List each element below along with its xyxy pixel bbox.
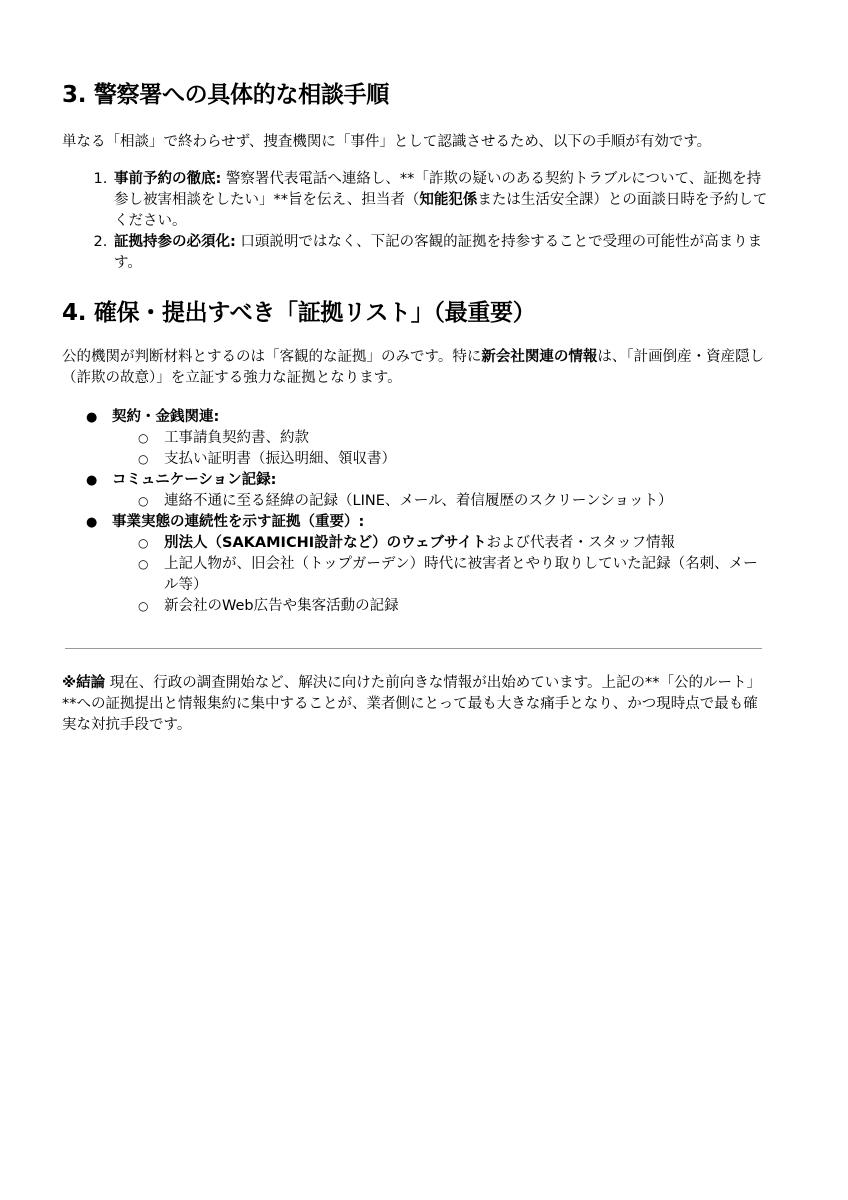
list-item [62,470,770,512]
section-3-heading: 3. 警察署への具体的な相談手順 [62,82,389,108]
item-text: 新会社のWeb広告や集客活動の記録 [164,598,399,615]
circle-bullet-icon: ○ [138,431,149,446]
item-text: 連絡不通に至る経緯の記録（LINE、メール、着信履歴のスクリーンショット） [164,493,673,510]
list-item [112,533,770,554]
document-page [62,70,770,736]
item-text: および代表者・スタッフ情報 [486,535,676,552]
circle-bullet-icon: ○ [138,494,149,509]
evidence-list [62,407,770,617]
section-3-intro: 単なる「相談」で終わらせず、捜査機関に「事件」として認識させるため、以下の手順が有効です。 [62,133,712,150]
intro-bold-text: 新会社関連の情報 [481,349,598,366]
step-title: 証拠持参の必須化: [114,233,236,250]
item-text: 上記人物が、旧会社（トップガーデン）時代に被害者とやり取りしていた記録（名刺、メール等） [164,556,758,594]
step-title: 事前予約の徹底: [114,170,222,187]
list-item [112,169,770,232]
sub-list [112,428,770,470]
bullet-icon: ● [86,410,98,426]
list-item [112,554,770,596]
horizontal-divider [65,648,762,649]
intro-text: は、「計画倒産・資産隠し（詐欺の故意）」を立証する強力な証拠となります。 [62,349,765,387]
circle-bullet-icon: ○ [138,557,149,572]
consultation-steps-list [62,169,770,274]
list-item [62,407,770,470]
circle-bullet-icon: ○ [138,536,149,551]
sub-list [112,491,770,512]
list-item [112,232,770,274]
circle-bullet-icon: ○ [138,452,149,467]
bullet-icon: ● [86,515,98,531]
conclusion-paragraph [62,673,770,736]
list-item [112,491,770,512]
list-item [112,449,770,470]
section-4-heading: 4. 確保・提出すべき「証拠リスト」（最重要） [62,299,536,326]
step-text: または生活安全課）との面談日時を予約してください。 [114,191,768,229]
bullet-icon: ● [86,473,98,489]
conclusion-text: 現在、行政の調査開始など、解決に向けた前向きな情報が出始めています。上記の**「公的ルート」**への証拠提出と情報集約に集中することが、業者側にとって最も大きな痛手となり、かつ現時点で最も確実な対抗手段です。 [62,675,762,734]
item-text: 支払い証明書（振込明細、領収書） [164,451,396,468]
intro-text: 公的機関が判断材料とするのは「客観的な証拠」のみです。特に [62,349,482,366]
circle-bullet-icon: ○ [138,599,149,614]
list-item [62,512,770,617]
section-4-intro [62,347,770,389]
item-text: 工事請負契約書、約款 [164,430,309,447]
step-text: 口頭説明ではなく、下記の客観的証拠を持参することで受理の可能性が高まります。 [114,233,763,271]
item-bold-text: 別法人（SAKAMICHI設計など）のウェブサイト [164,535,487,552]
conclusion-label: ※結論 [62,675,106,692]
step-bold-text: 知能犯係 [419,191,478,208]
list-item [112,428,770,449]
step-text: 警察署代表電話へ連絡し、**「詐欺の疑いのある契約トラブルについて、証拠を持参し被害相談をしたい」**旨を伝え、担当者（ [114,170,762,208]
list-item [112,596,770,617]
group-title: コミュニケーション記録: [112,472,277,489]
group-title: 契約・金銭関連: [112,409,220,426]
sub-list [112,533,770,617]
group-title: 事業実態の連続性を示す証拠（重要）: [112,514,365,531]
